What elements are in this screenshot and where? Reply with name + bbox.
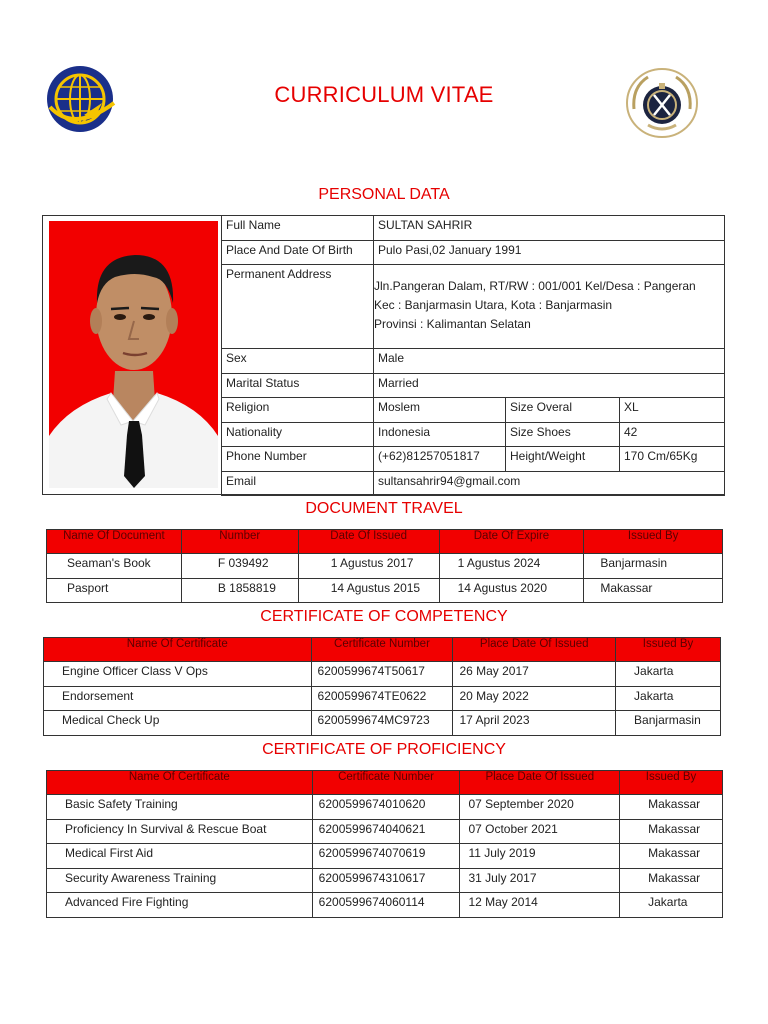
table-cell: Medical Check Up — [44, 711, 312, 736]
table-row — [47, 578, 723, 603]
table-cell: 12 May 2014 — [460, 893, 620, 918]
table-cell: Endorsement — [44, 686, 312, 711]
table-cell: 1 Agustus 2024 — [439, 554, 584, 579]
email-label: Email — [222, 471, 374, 496]
table-cell: 6200599674040621 — [312, 819, 460, 844]
column-header: Place Date Of Issued — [460, 771, 620, 795]
size-shoes-label: Size Shoes — [506, 422, 620, 447]
sex-value: Male — [374, 349, 725, 374]
address-line: Jln.Pangeran Dalam, RT/RW : 001/001 Kel/Desa : Pangeran — [374, 279, 696, 293]
table-cell: 6200599674010620 — [312, 795, 460, 820]
table-cell: Basic Safety Training — [47, 795, 313, 820]
table-cell: Security Awareness Training — [47, 868, 313, 893]
column-header: Date Of Expire — [439, 530, 584, 554]
table-cell: 26 May 2017 — [453, 662, 616, 687]
table-cell: 14 Agustus 2020 — [439, 578, 584, 603]
document-travel-table — [46, 529, 723, 603]
column-header: Name Of Document — [47, 530, 182, 554]
table-cell: Makassar — [620, 868, 723, 893]
table-cell: Seaman's Book — [47, 554, 182, 579]
table-cell: 31 July 2017 — [460, 868, 620, 893]
profile-photo — [49, 221, 218, 488]
religion-value: Moslem — [374, 398, 506, 423]
table-cell: Makassar — [620, 844, 723, 869]
column-header: Number — [181, 530, 298, 554]
table-header-row — [44, 638, 721, 662]
table-cell: B 1858819 — [181, 578, 298, 603]
table-cell: Pasport — [47, 578, 182, 603]
column-header: Certificate Number — [312, 771, 460, 795]
competency-heading: CERTIFICATE OF COMPETENCY — [260, 608, 508, 625]
table-cell: 11 July 2019 — [460, 844, 620, 869]
column-header: Date Of Issued — [298, 530, 439, 554]
size-overal-value: XL — [620, 398, 725, 423]
table-cell: Makassar — [620, 795, 723, 820]
table-row — [44, 711, 721, 736]
marital-value: Married — [374, 373, 725, 398]
table-row — [47, 868, 723, 893]
column-header: Issued By — [620, 771, 723, 795]
table-cell: Advanced Fire Fighting — [47, 893, 313, 918]
table-cell: Medical First Aid — [47, 844, 313, 869]
column-header: Place Date Of Issued — [453, 638, 616, 662]
table-cell: 20 May 2022 — [453, 686, 616, 711]
column-header: Issued By — [616, 638, 721, 662]
table-cell: 6200599674310617 — [312, 868, 460, 893]
column-header: Certificate Number — [311, 638, 453, 662]
proficiency-heading: CERTIFICATE OF PROFICIENCY — [262, 741, 506, 758]
table-cell: 1 Agustus 2017 — [298, 554, 439, 579]
religion-label: Religion — [222, 398, 374, 423]
full-name-label: Full Name — [222, 216, 374, 241]
table-row — [47, 554, 723, 579]
table-cell: 6200599674060114 — [312, 893, 460, 918]
table-cell: 6200599674TE0622 — [311, 686, 453, 711]
nationality-value: Indonesia — [374, 422, 506, 447]
table-cell: F 039492 — [181, 554, 298, 579]
table-cell: Banjarmasin — [616, 711, 721, 736]
column-header: Name Of Certificate — [47, 771, 313, 795]
table-cell: Makassar — [620, 819, 723, 844]
table-header-row — [47, 530, 723, 554]
table-row — [47, 819, 723, 844]
column-header: Issued By — [584, 530, 723, 554]
table-cell: Banjarmasin — [584, 554, 723, 579]
table-cell: Jakarta — [616, 686, 721, 711]
address-value — [374, 265, 725, 349]
column-header: Name Of Certificate — [44, 638, 312, 662]
nationality-label: Nationality — [222, 422, 374, 447]
marital-label: Marital Status — [222, 373, 374, 398]
sex-label: Sex — [222, 349, 374, 374]
phone-label: Phone Number — [222, 447, 374, 472]
address-label: Permanent Address — [222, 265, 374, 349]
height-weight-value: 170 Cm/65Kg — [620, 447, 725, 472]
proficiency-table — [46, 770, 723, 918]
table-cell: Jakarta — [616, 662, 721, 687]
size-overal-label: Size Overal — [506, 398, 620, 423]
table-cell: 07 September 2020 — [460, 795, 620, 820]
table-cell: 17 April 2023 — [453, 711, 616, 736]
address-line: Provinsi : Kalimantan Selatan — [374, 317, 531, 331]
birth-value: Pulo Pasi,02 January 1991 — [374, 240, 725, 265]
height-weight-label: Height/Weight — [506, 447, 620, 472]
table-cell: Engine Officer Class V Ops — [44, 662, 312, 687]
table-cell: 07 October 2021 — [460, 819, 620, 844]
table-cell: 6200599674T50617 — [311, 662, 453, 687]
table-cell: 14 Agustus 2015 — [298, 578, 439, 603]
table-cell: 6200599674MC9723 — [311, 711, 453, 736]
table-header-row — [47, 771, 723, 795]
table-row — [44, 662, 721, 687]
table-row — [44, 686, 721, 711]
address-line: Kec : Banjarmasin Utara, Kota : Banjarmasin — [374, 298, 613, 312]
table-row — [47, 893, 723, 918]
table-cell: 6200599674070619 — [312, 844, 460, 869]
personal-data-table — [221, 215, 725, 496]
table-row — [47, 844, 723, 869]
competency-table — [43, 637, 721, 736]
page-title: CURRICULUM VITAE — [274, 82, 494, 107]
table-cell: Makassar — [584, 578, 723, 603]
phone-value: (+62)81257051817 — [374, 447, 506, 472]
table-row — [47, 795, 723, 820]
full-name-value: SULTAN SAHRIR — [374, 216, 725, 241]
email-value[interactable]: sultansahrir94@gmail.com — [374, 471, 725, 496]
table-cell: Jakarta — [620, 893, 723, 918]
table-cell: Proficiency In Survival & Rescue Boat — [47, 819, 313, 844]
document-travel-heading: DOCUMENT TRAVEL — [305, 500, 463, 517]
personal-data-heading: PERSONAL DATA — [318, 186, 450, 203]
birth-label: Place And Date Of Birth — [222, 240, 374, 265]
size-shoes-value: 42 — [620, 422, 725, 447]
